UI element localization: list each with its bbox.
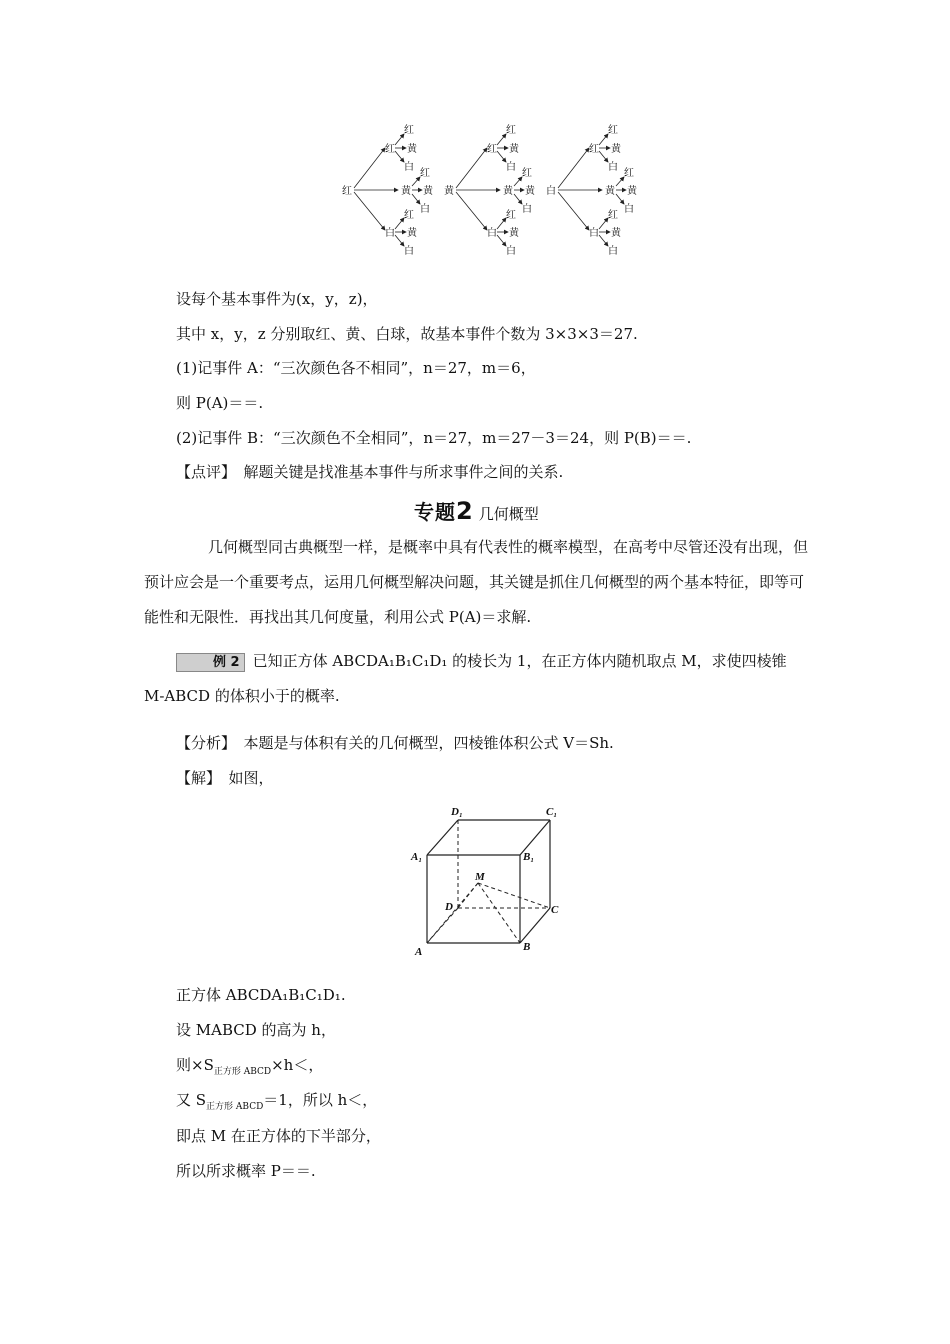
text-line: 其中 x，y，z 分别取红、黄、白球，故基本事件个数为 3×3×3＝27. — [176, 325, 638, 343]
svg-text:白: 白 — [522, 204, 532, 215]
svg-text:黄: 黄 — [509, 144, 519, 155]
svg-text:黄: 黄 — [525, 186, 535, 197]
text-line: 设 MABCD 的高为 h， — [176, 1021, 336, 1039]
svg-text:红: 红 — [420, 168, 430, 179]
svg-text:黄: 黄 — [611, 144, 621, 155]
text-line: 所以所求概率 P＝＝. — [176, 1162, 316, 1180]
cube-figure — [405, 800, 575, 960]
heading-number: 2 — [456, 497, 473, 525]
label-C1: C₁ — [546, 806, 558, 818]
text-line: 又 $S_{正方形 ABCD}=1$，所以 h＜， — [176, 1091, 378, 1112]
text-line: 设每个基本事件为(x，y，z)， — [176, 290, 378, 308]
svg-text:红: 红 — [522, 168, 532, 179]
tree-diagram — [340, 118, 640, 258]
svg-text:黄: 黄 — [407, 228, 417, 239]
svg-text:红: 红 — [589, 144, 599, 155]
svg-text:红: 红 — [506, 210, 516, 221]
svg-text:白: 白 — [487, 228, 497, 239]
text-line: (1)记事件 A：“三次颜色各不相同”，n＝27，m＝6， — [176, 359, 536, 377]
svg-text:红: 红 — [608, 210, 618, 221]
label-M: M — [475, 871, 485, 883]
tree-yellow — [444, 124, 536, 257]
svg-text:黄: 黄 — [423, 186, 433, 197]
tree-root: 红 — [342, 186, 352, 197]
svg-text:白: 白 — [506, 246, 516, 257]
text-line: 正方体 ABCDA₁B₁C₁D₁. — [176, 986, 346, 1004]
svg-text:白: 白 — [506, 162, 516, 173]
text-line: 即点 M 在正方体的下半部分， — [176, 1127, 381, 1145]
svg-text:红: 红 — [487, 144, 497, 155]
example-paragraph — [144, 644, 810, 714]
label-D1: D₁ — [451, 806, 463, 818]
heading-prefix: 专题 — [414, 500, 456, 524]
tree-white — [546, 124, 638, 257]
svg-text:白: 白 — [385, 228, 395, 239]
svg-text:黄: 黄 — [509, 228, 519, 239]
text-line: 则 P(A)＝＝. — [176, 394, 264, 412]
svg-text:白: 白 — [404, 246, 414, 257]
svg-text:白: 白 — [589, 228, 599, 239]
comment-line: 【点评】 解题关键是找准基本事件与所求事件之间的关系. — [176, 463, 564, 481]
svg-text:红: 红 — [404, 125, 414, 136]
label-C: C — [551, 904, 559, 916]
label-B: B — [523, 941, 531, 953]
label-B1: B₁ — [523, 851, 535, 863]
svg-text:白: 白 — [624, 204, 634, 215]
svg-text:红: 红 — [404, 210, 414, 221]
svg-text:黄: 黄 — [401, 186, 411, 197]
text-line: 则$\times S_{正方形 ABCD}\times h<$， — [176, 1056, 324, 1077]
example-text: 已知正方体 ABCDA₁B₁C₁D₁ 的棱长为 1，在正方体内随机取点 M，求使四棱锥 M-ABCD 的体积小于的概率. — [144, 652, 787, 705]
text-line: (2)记事件 B：“三次颜色不全相同”，n＝27，m＝27－3＝24，则 P(B)＝＝. — [176, 429, 692, 447]
svg-text:黄: 黄 — [407, 144, 417, 155]
svg-text:红: 红 — [608, 125, 618, 136]
svg-text:黄: 黄 — [503, 186, 513, 197]
label-D: D — [445, 901, 453, 913]
svg-text:红: 红 — [385, 144, 395, 155]
svg-text:黄: 黄 — [627, 186, 637, 197]
svg-text:白: 白 — [420, 204, 430, 215]
svg-text:黄: 黄 — [605, 186, 615, 197]
section-heading — [414, 496, 539, 525]
svg-text:红: 红 — [624, 168, 634, 179]
svg-text:白: 白 — [608, 246, 618, 257]
svg-text:白: 白 — [404, 162, 414, 173]
solution-line: 【解】 如图， — [176, 769, 274, 787]
example-badge: 例 2 — [176, 653, 245, 672]
label-A1: A₁ — [411, 851, 423, 863]
tree-root: 黄 — [444, 186, 454, 197]
svg-text:红: 红 — [506, 125, 516, 136]
svg-text:黄: 黄 — [611, 228, 621, 239]
tree-red — [342, 124, 434, 257]
analysis-line: 【分析】 本题是与体积有关的几何概型，四棱锥体积公式 V＝Sh. — [176, 734, 614, 752]
svg-text:白: 白 — [608, 162, 618, 173]
heading-title: 几何概型 — [478, 505, 539, 523]
intro-paragraph: 几何概型同古典概型一样，是概率中具有代表性的概率模型，在高考中尽管还没有出现，但预计应会是一个重要考点，运用几何概型解决问题，其关键是抓住几何概型的两个基本特征，即等可能性和无限性．再找出其几何度量，利用公式 P(A)＝求解. — [144, 538, 809, 626]
label-A: A — [415, 946, 423, 958]
tree-root: 白 — [546, 186, 556, 197]
